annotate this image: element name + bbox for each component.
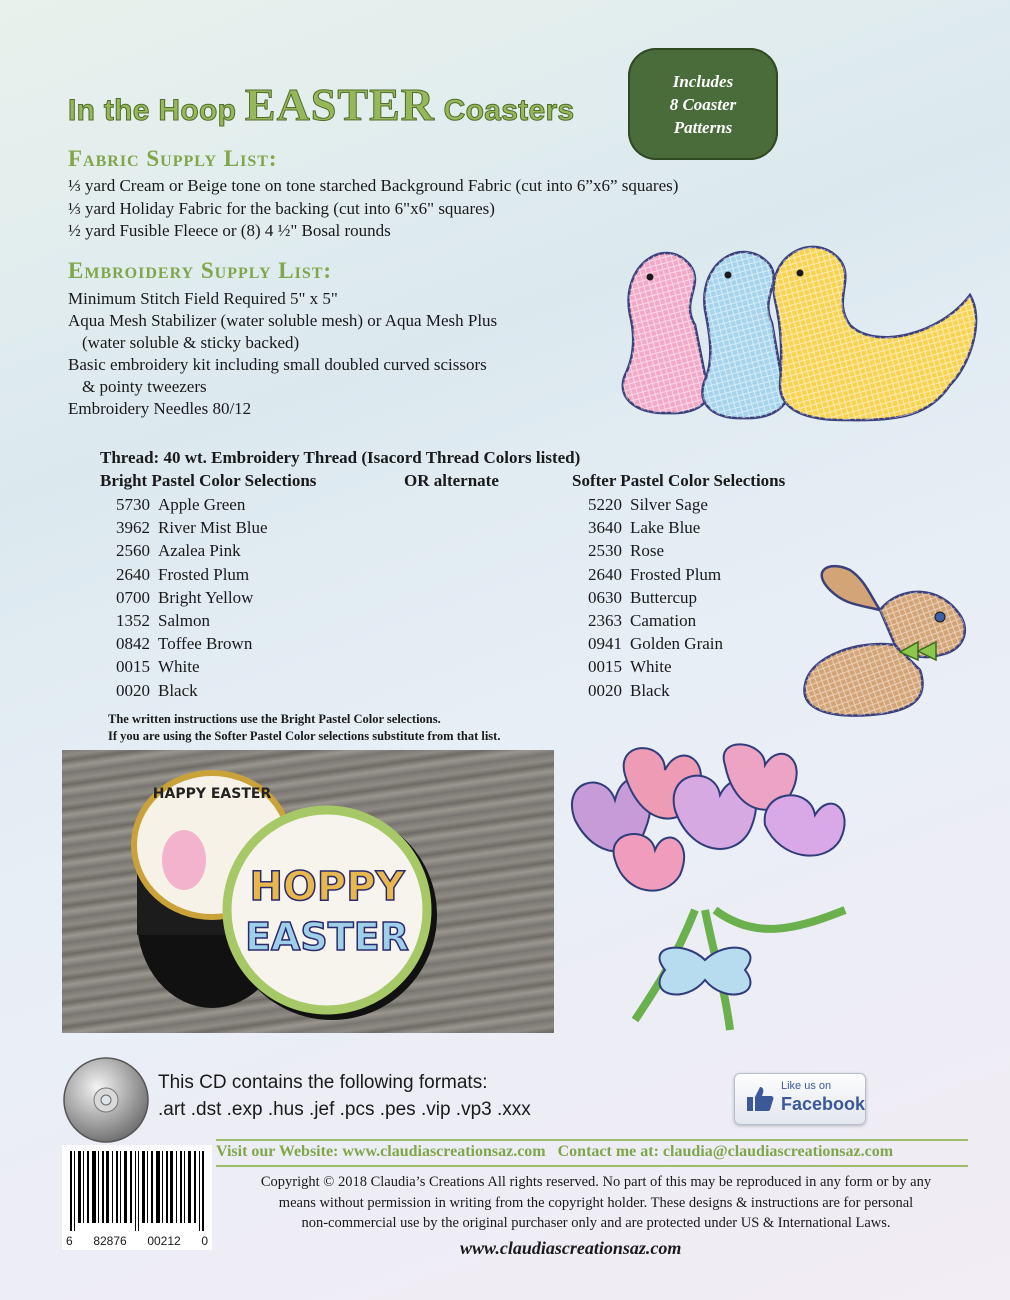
or-alternate-label: OR alternate: [404, 471, 499, 490]
list-item: 0700 Bright Yellow: [116, 587, 254, 607]
coaster-front-line-1: HOPPY: [249, 864, 405, 910]
cd-line-1: This CD contains the following formats:: [158, 1072, 488, 1093]
coaster-front-line-2: EASTER: [245, 915, 409, 959]
badge-line-3: Patterns: [673, 118, 733, 137]
list-item: 0630 Buttercup: [588, 587, 698, 607]
barcode: [62, 1145, 212, 1250]
badge-line-2: 8 Coaster: [669, 95, 737, 114]
title-part-1: In the Hoop: [68, 94, 245, 127]
facebook-label: Facebook: [781, 1094, 866, 1114]
list-item: 2640 Frosted Plum: [116, 564, 250, 584]
bright-color-list: [88, 493, 268, 702]
list-item: 2560 Azalea Pink: [116, 541, 241, 561]
facebook-like-button[interactable]: [734, 1073, 866, 1125]
fabric-line: ½ yard Fusible Fleece or (8) 4 ½" Bosal rounds: [68, 221, 391, 240]
embroidery-line: Basic embroidery kit including small doubled curved scissors: [68, 355, 487, 374]
facebook-small-label: Like us on: [781, 1080, 832, 1092]
copyright-text: Copyright © 2018 Claudia’s Creations All rights reserved. No part of this may be reproduced in any form or by any means without permission in writing from the copyright holder. These designs & instructions are for personal non-commercial use by the original purchaser only and are protected under US & International Laws.: [260, 1174, 932, 1231]
embroidery-heading: Embroidery Supply List:: [68, 258, 333, 283]
thumbs-up-icon: [745, 1084, 775, 1114]
website-link[interactable]: Visit our Website: www.claudiascreationsaz.com: [216, 1143, 546, 1160]
list-item: 2530 Rose: [588, 541, 664, 561]
badge-line-1: Includes: [672, 72, 734, 91]
list-item: 5730 Apple Green: [116, 495, 246, 514]
footer-rule-bottom: [216, 1165, 968, 1167]
list-item: 2363 Camation: [588, 611, 697, 631]
fabric-line: ⅓ yard Holiday Fabric for the backing (cut into 6"x6" squares): [68, 198, 495, 218]
website-contact-line: [216, 1143, 893, 1161]
title-part-2: EASTER: [244, 79, 435, 130]
note-line-2: If you are using the Softer Pastel Color selections substitute from that list.: [108, 729, 501, 743]
chicks-illustration: [610, 225, 990, 425]
list-item: 3640 Lake Blue: [588, 518, 701, 538]
list-item: 2640 Frosted Plum: [588, 564, 722, 584]
cd-formats: .art .dst .exp .hus .jef .pcs .pes .vip .vp3 .xxx: [158, 1099, 531, 1120]
list-item: 0015 White: [588, 657, 672, 677]
embroidery-line: Minimum Stitch Field Required 5" x 5": [68, 289, 338, 308]
list-item: 3962 River Mist Blue: [116, 518, 268, 538]
tulips-illustration: [555, 740, 865, 1050]
page-title: [68, 78, 574, 131]
list-item: 0020 Black: [588, 680, 670, 700]
softer-heading: Softer Pastel Color Selections: [572, 471, 786, 490]
embroidery-list: [68, 288, 497, 420]
fabric-heading: Fabric Supply List:: [68, 146, 278, 171]
title-part-3: Coasters: [434, 94, 575, 127]
list-item: 5220 Silver Sage: [588, 495, 708, 514]
note-line-1: The written instructions use the Bright Pastel Color selections.: [108, 712, 441, 726]
fabric-line: ⅓ yard Cream or Beige tone on tone starched Background Fabric (cut into 6”x6” squares): [68, 176, 679, 195]
embroidery-line: (water soluble & sticky backed): [82, 333, 300, 352]
barcode-digits: 6 82876 00212 0: [66, 1234, 208, 1248]
fabric-list: [68, 175, 678, 243]
cd-text: [158, 1069, 531, 1123]
bright-heading: Bright Pastel Color Selections: [100, 471, 317, 490]
patterns-badge: [628, 48, 778, 160]
list-item: 1352 Salmon: [116, 611, 210, 631]
thread-heading: Thread: 40 wt. Embroidery Thread (Isacord Thread Colors listed): [100, 448, 581, 467]
contact-email-link[interactable]: Contact me at: claudia@claudiascreationsaz.com: [557, 1143, 894, 1160]
softer-color-list: [560, 493, 723, 702]
embroidery-line: Aqua Mesh Stabilizer (water soluble mesh) or Aqua Mesh Plus: [68, 311, 498, 330]
list-item: 0015 White: [116, 657, 200, 677]
embroidery-line: & pointy tweezers: [82, 377, 207, 396]
list-item: 0941 Golden Grain: [588, 634, 724, 654]
footer-website[interactable]: www.claudiascreationsaz.com: [460, 1238, 682, 1258]
coaster-back-text: HAPPY EASTER: [152, 786, 272, 802]
embroidery-line: Embroidery Needles 80/12: [68, 399, 252, 418]
list-item: 0842 Toffee Brown: [116, 634, 253, 654]
footer-rule-top: [216, 1139, 968, 1141]
cd-disc-icon: [62, 1056, 150, 1144]
bunny-illustration: [790, 560, 980, 720]
list-item: 0020 Black: [116, 680, 198, 700]
coaster-photo: [62, 750, 554, 1033]
